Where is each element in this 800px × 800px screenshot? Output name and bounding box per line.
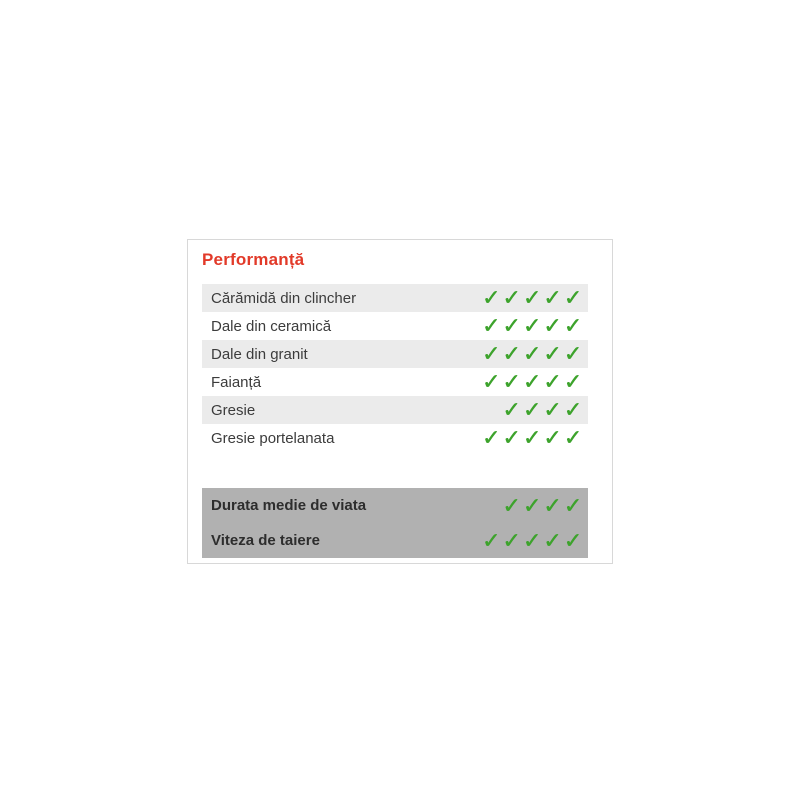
check-icon: ✓ <box>522 527 542 553</box>
table-row <box>202 488 588 523</box>
rating-checks <box>500 492 588 518</box>
table-row <box>202 284 588 312</box>
check-icon: ✓ <box>502 425 521 450</box>
check-icon: ✓ <box>522 313 542 338</box>
card-title: Performanță <box>202 250 305 269</box>
check-icon: ✓ <box>502 313 521 338</box>
table-row <box>202 396 588 424</box>
table-row <box>202 368 588 396</box>
check-icon: ✓ <box>563 285 582 310</box>
row-label: Cărămidă din clincher <box>211 289 357 307</box>
check-icon: ✓ <box>543 341 562 366</box>
rating-checks <box>480 527 588 553</box>
rating-checks <box>480 369 588 394</box>
check-icon: ✓ <box>481 313 501 338</box>
check-icon: ✓ <box>543 527 562 553</box>
row-label: Dale din granit <box>211 345 308 363</box>
row-label: Viteza de taiere <box>211 532 320 549</box>
table-row <box>202 424 588 452</box>
check-icon: ✓ <box>563 492 582 518</box>
check-icon: ✓ <box>502 285 521 310</box>
check-icon: ✓ <box>481 527 501 553</box>
check-icon: ✓ <box>522 492 542 518</box>
check-icon: ✓ <box>481 285 501 310</box>
table-row <box>202 523 588 558</box>
rating-checks <box>480 285 588 310</box>
row-label: Gresie portelanata <box>211 429 335 447</box>
row-label: Gresie <box>211 401 256 419</box>
check-icon: ✓ <box>543 492 562 518</box>
check-icon: ✓ <box>522 369 542 394</box>
performance-card <box>187 239 613 564</box>
check-icon: ✓ <box>481 341 501 366</box>
rating-checks <box>500 397 588 422</box>
check-icon: ✓ <box>502 397 521 422</box>
check-icon: ✓ <box>563 369 582 394</box>
check-icon: ✓ <box>563 313 582 338</box>
check-icon: ✓ <box>502 369 521 394</box>
check-icon: ✓ <box>481 425 501 450</box>
check-icon: ✓ <box>543 425 562 450</box>
check-icon: ✓ <box>563 425 582 450</box>
table-row <box>202 340 588 368</box>
check-icon: ✓ <box>522 285 542 310</box>
check-icon: ✓ <box>543 313 562 338</box>
check-icon: ✓ <box>481 369 501 394</box>
check-icon: ✓ <box>502 341 521 366</box>
check-icon: ✓ <box>543 285 562 310</box>
performance-rows <box>202 284 588 452</box>
table-row <box>202 312 588 340</box>
check-icon: ✓ <box>563 527 582 553</box>
check-icon: ✓ <box>522 341 542 366</box>
check-icon: ✓ <box>543 369 562 394</box>
rating-checks <box>480 313 588 338</box>
check-icon: ✓ <box>522 397 542 422</box>
check-icon: ✓ <box>563 397 582 422</box>
check-icon: ✓ <box>502 492 521 518</box>
row-label: Dale din ceramică <box>211 317 332 335</box>
check-icon: ✓ <box>522 425 542 450</box>
check-icon: ✓ <box>543 397 562 422</box>
row-label: Durata medie de viata <box>211 497 367 514</box>
row-label: Faianță <box>211 373 262 391</box>
rating-checks <box>480 425 588 450</box>
check-icon: ✓ <box>563 341 582 366</box>
check-icon: ✓ <box>502 527 521 553</box>
rating-checks <box>480 341 588 366</box>
summary-block <box>202 488 588 558</box>
